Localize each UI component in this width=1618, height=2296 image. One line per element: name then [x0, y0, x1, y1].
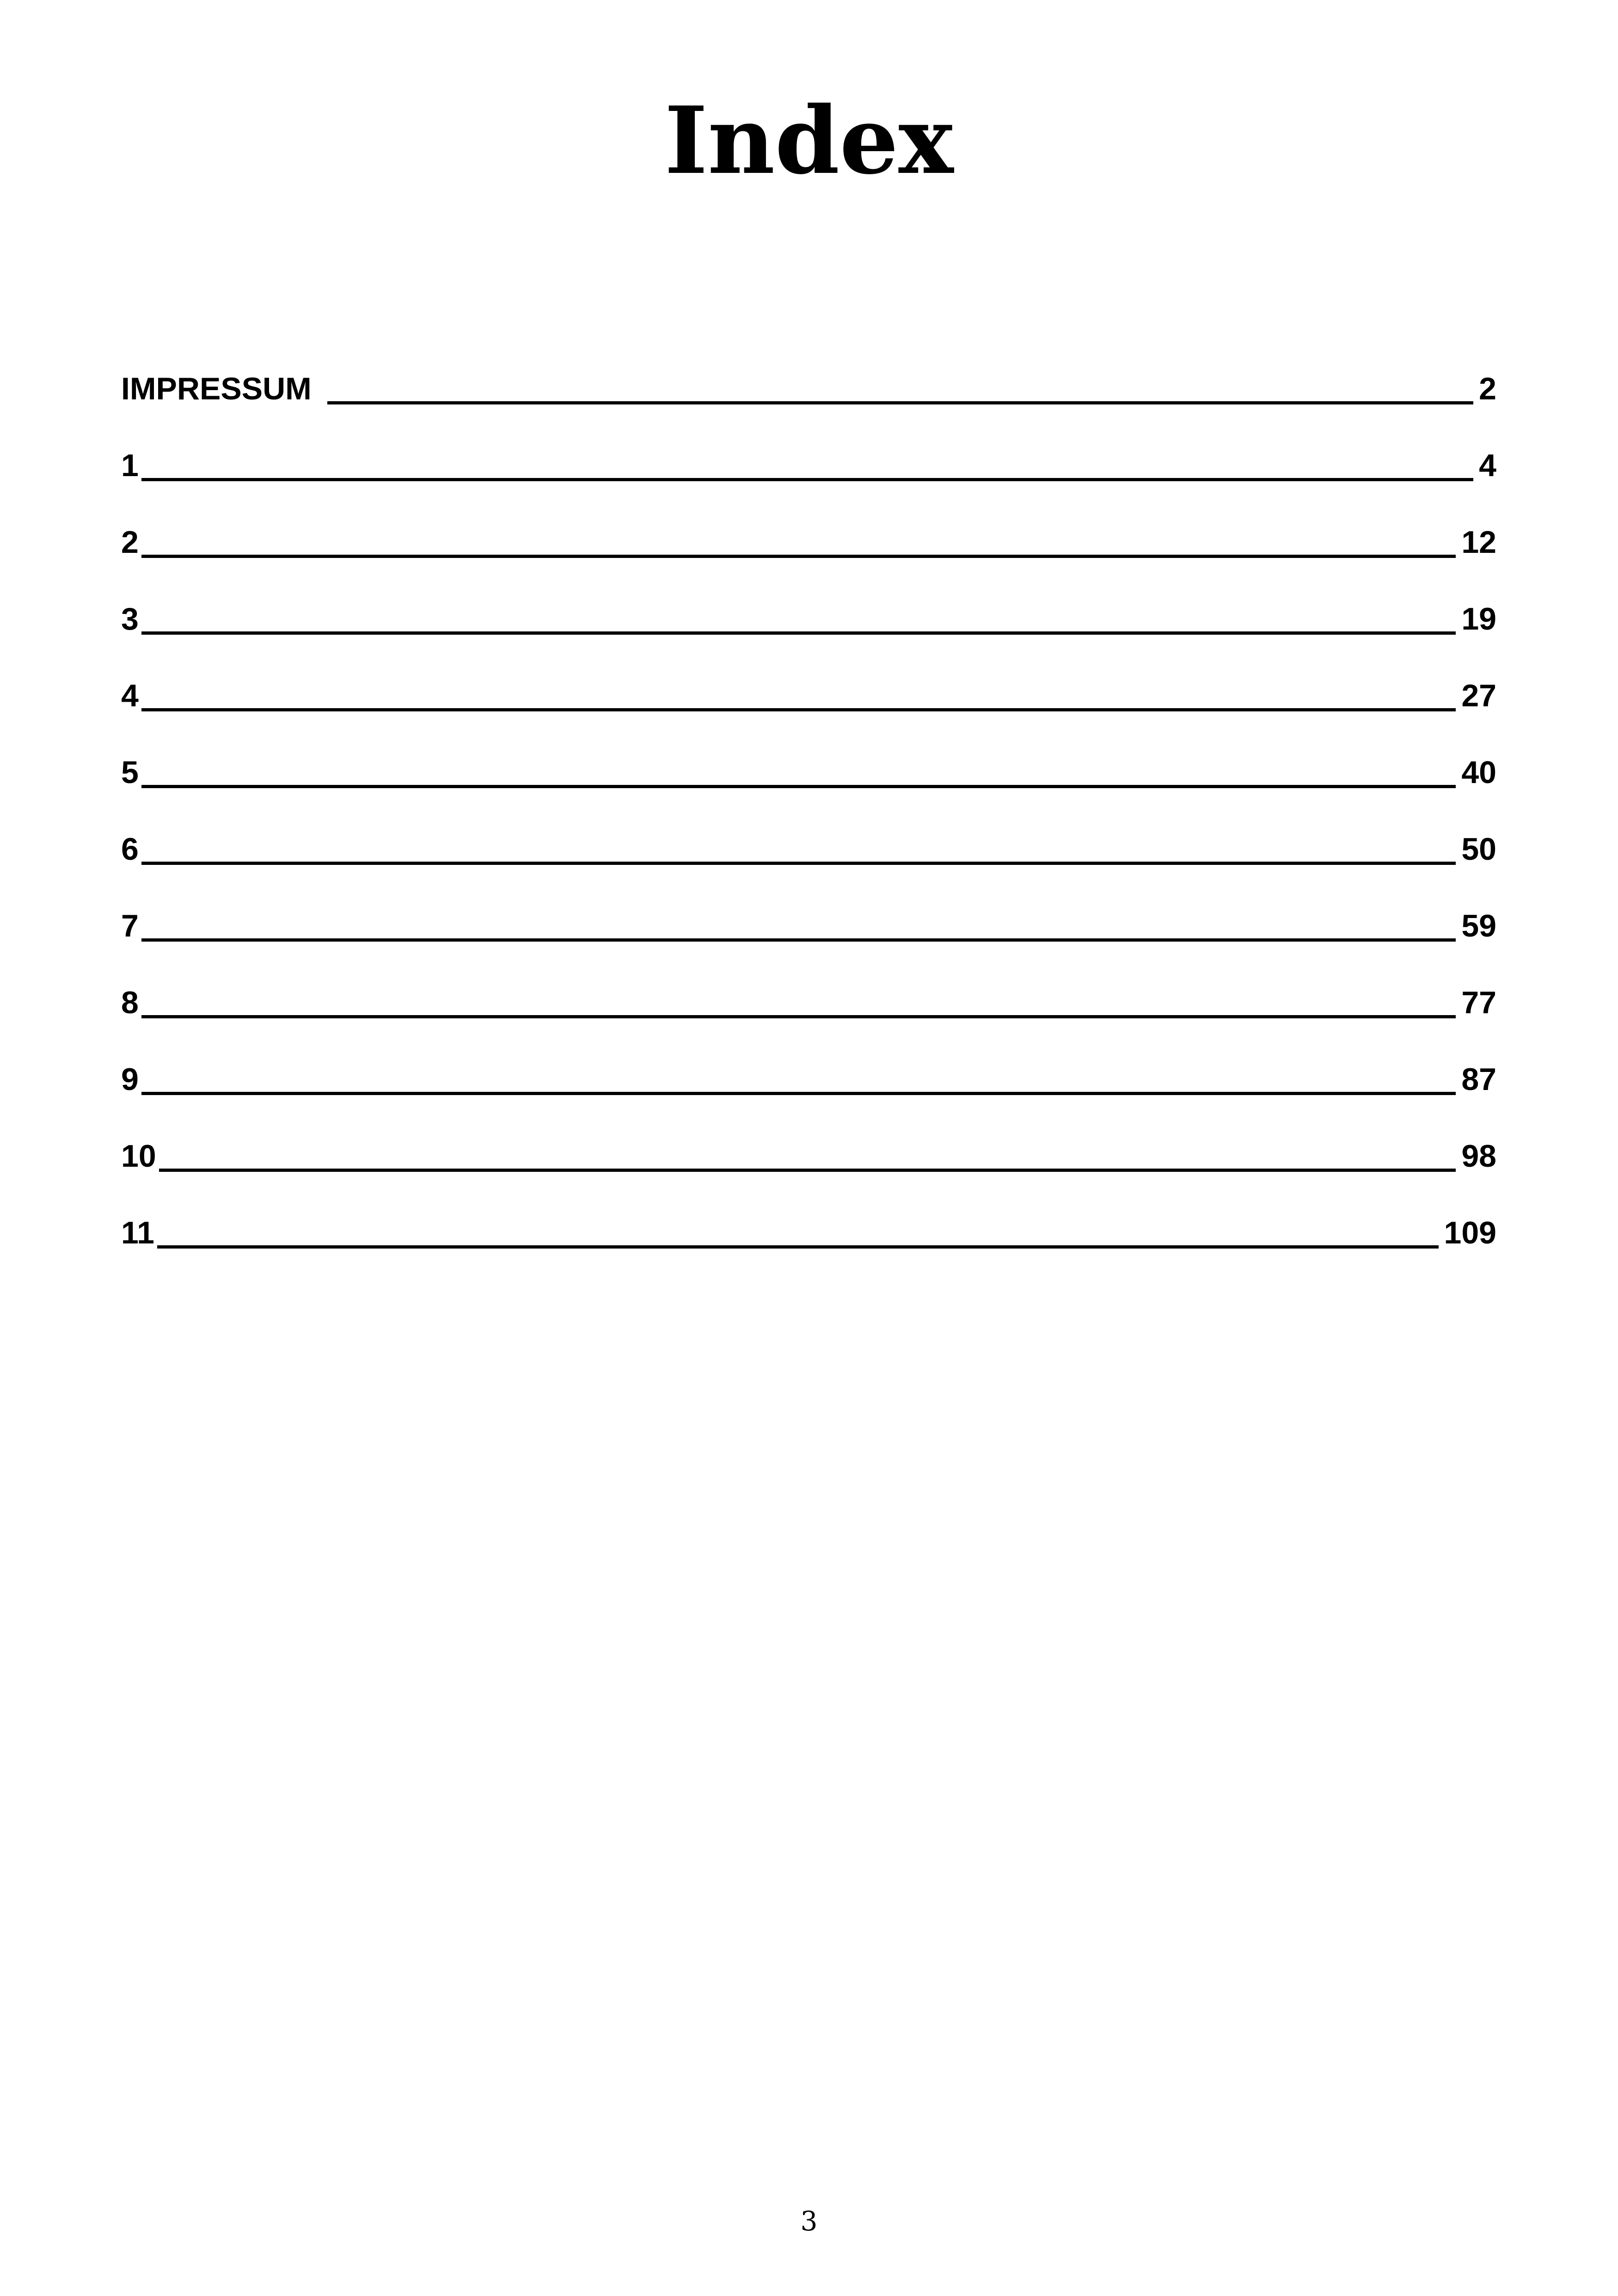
toc-entry-label: 5 — [121, 755, 139, 790]
toc-entry-page: 87 — [1461, 1062, 1496, 1097]
toc-entry-label: 8 — [121, 985, 139, 1020]
toc-leader-line — [159, 1168, 1456, 1172]
toc-entry-page: 98 — [1461, 1139, 1496, 1174]
toc-entry-page: 109 — [1444, 1215, 1496, 1250]
table-of-contents — [121, 331, 1496, 1251]
toc-entry-8[interactable] — [121, 944, 1496, 1021]
toc-entry-page: 59 — [1461, 908, 1496, 943]
toc-entry-label: 1 — [121, 448, 139, 483]
toc-entry-1[interactable] — [121, 407, 1496, 484]
toc-entry-page: 2 — [1479, 371, 1496, 406]
toc-entry-impressum[interactable] — [121, 331, 1496, 407]
toc-entry-label: 10 — [121, 1139, 156, 1174]
page-title: Index — [664, 86, 954, 195]
toc-entry-9[interactable] — [121, 1021, 1496, 1098]
toc-entry-label: 6 — [121, 832, 139, 867]
toc-leader-line — [141, 938, 1456, 942]
toc-entry-page: 40 — [1461, 755, 1496, 790]
toc-leader-line — [327, 401, 1473, 404]
toc-entry-page: 19 — [1461, 601, 1496, 637]
toc-leader-line — [141, 1091, 1456, 1095]
toc-entry-page: 27 — [1461, 678, 1496, 713]
toc-leader-line — [141, 1015, 1456, 1018]
toc-entry-label: 3 — [121, 601, 139, 637]
page-number: 3 — [800, 2205, 818, 2237]
toc-leader-line — [141, 861, 1456, 865]
toc-entry-label: 11 — [121, 1215, 154, 1250]
toc-entry-label: IMPRESSUM — [121, 371, 312, 406]
toc-entry-3[interactable] — [121, 561, 1496, 637]
toc-leader-line — [141, 784, 1456, 788]
toc-entry-page: 77 — [1461, 985, 1496, 1020]
toc-leader-line — [157, 1245, 1439, 1249]
toc-entry-5[interactable] — [121, 714, 1496, 791]
toc-entry-label: 4 — [121, 678, 139, 713]
toc-entry-label: 9 — [121, 1062, 139, 1097]
toc-entry-page: 4 — [1479, 448, 1496, 483]
toc-entry-page: 12 — [1461, 525, 1496, 560]
toc-entry-page: 50 — [1461, 832, 1496, 867]
toc-leader-line — [141, 631, 1456, 635]
toc-entry-4[interactable] — [121, 637, 1496, 714]
toc-entry-6[interactable] — [121, 791, 1496, 868]
toc-leader-line — [141, 554, 1456, 558]
toc-entry-label: 7 — [121, 908, 139, 943]
toc-entry-11[interactable] — [121, 1175, 1496, 1251]
toc-entry-2[interactable] — [121, 484, 1496, 561]
toc-leader-line — [141, 708, 1456, 711]
toc-entry-7[interactable] — [121, 868, 1496, 944]
toc-entry-10[interactable] — [121, 1098, 1496, 1175]
toc-entry-label: 2 — [121, 525, 139, 560]
toc-leader-line — [141, 478, 1473, 481]
